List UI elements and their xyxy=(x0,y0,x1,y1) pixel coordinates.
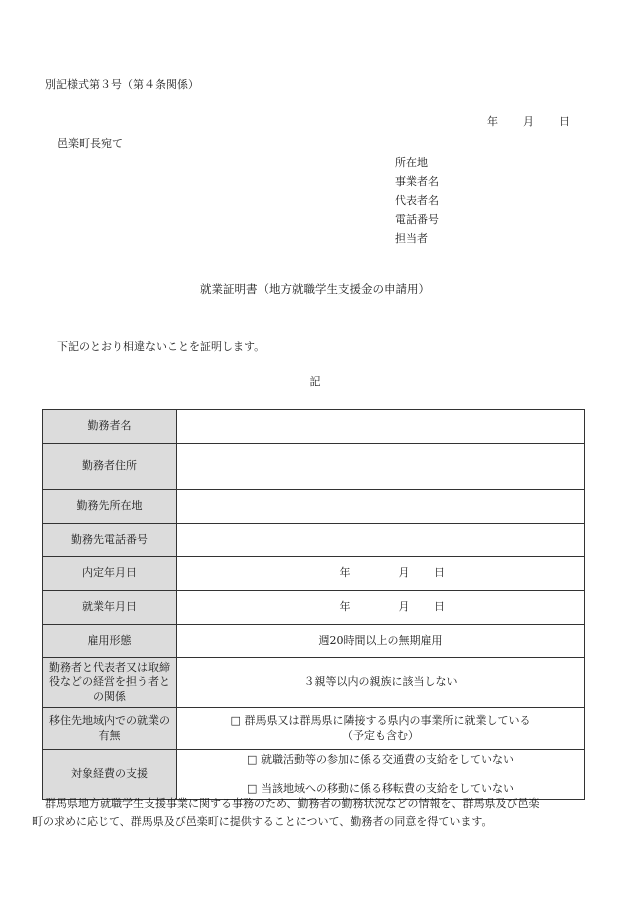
table-row xyxy=(43,708,585,750)
table-row xyxy=(43,490,585,524)
applicant-phone-label: 電話番号 xyxy=(395,213,439,226)
workplace-phone-field[interactable] xyxy=(177,524,585,557)
offer-day-unit: 日 xyxy=(434,566,445,580)
workplace-phone-label: 勤務先電話番号 xyxy=(43,524,177,557)
document-title: 就業証明書（地方就職学生支援金の申請用） xyxy=(200,282,430,296)
worker-name-label: 勤務者名 xyxy=(43,410,177,444)
consent-statement xyxy=(32,795,602,831)
employment-month-unit: 月 xyxy=(398,600,410,614)
workplace-address-label: 勤務先所在地 xyxy=(43,490,177,524)
travel-cost-checkbox[interactable]: □ xyxy=(247,753,258,767)
consent-line-2: 町の求めに応じて、群馬県及び邑楽町に提供することについて、勤務者の同意を得ています。 xyxy=(32,815,493,828)
migration-checkbox[interactable]: □ xyxy=(230,714,241,728)
relocation-cost-checkbox[interactable]: □ xyxy=(247,781,258,795)
consent-line-1: 群馬県地方就職学生支援事業に関する事務のため、勤務者の勤務状況などの情報を、群馬県及び邑楽 xyxy=(45,797,540,810)
applicant-fields xyxy=(395,153,439,248)
travel-cost-text: 就職活動等の参加に係る交通費の支給をしていない xyxy=(260,753,514,767)
applicant-contact-label: 担当者 xyxy=(395,232,428,245)
offer-month-unit: 月 xyxy=(398,566,410,580)
applicant-representative-label: 代表者名 xyxy=(395,194,439,207)
offer-date-field[interactable] xyxy=(177,557,585,591)
applicant-company-label: 事業者名 xyxy=(395,175,439,188)
addressee: 邑楽町長宛て xyxy=(57,137,123,150)
employment-type-value: 週20時間以上の無期雇用 xyxy=(177,625,585,658)
migration-text: 群馬県又は群馬県に隣接する県内の事業所に就業している xyxy=(244,714,531,728)
migration-label: 移住先地域内での就業の有無 xyxy=(43,708,177,750)
ki-mark: 記 xyxy=(309,375,321,388)
table-row xyxy=(43,625,585,658)
relation-value: ３親等以内の親族に該当しない xyxy=(177,658,585,708)
support-label: 対象経費の支援 xyxy=(43,750,177,800)
employment-date-label: 就業年月日 xyxy=(43,591,177,625)
date-year: 年 xyxy=(487,115,498,128)
offer-date-label: 内定年月日 xyxy=(43,557,177,591)
table-row xyxy=(43,658,585,708)
worker-address-field[interactable] xyxy=(177,444,585,490)
migration-value xyxy=(177,708,585,750)
employment-type-label: 雇用形態 xyxy=(43,625,177,658)
workplace-address-field[interactable] xyxy=(177,490,585,524)
table-row xyxy=(43,444,585,490)
date-month: 月 xyxy=(523,115,534,128)
form-number: 別記様式第３号（第４条関係） xyxy=(45,78,199,91)
relocation-cost-text: 当該地域への移動に係る移転費の支給をしていない xyxy=(260,781,514,795)
employment-year-unit: 年 xyxy=(339,600,351,614)
employment-date-field[interactable] xyxy=(177,591,585,625)
offer-year-unit: 年 xyxy=(339,566,351,580)
applicant-location-label: 所在地 xyxy=(395,156,428,169)
relation-label: 勤務者と代表者又は取締役などの経営を担う者との関係 xyxy=(43,658,177,708)
worker-address-label: 勤務者住所 xyxy=(43,444,177,490)
table-row xyxy=(43,524,585,557)
table-row xyxy=(43,750,585,800)
date-day: 日 xyxy=(559,115,570,128)
worker-name-field[interactable] xyxy=(177,410,585,444)
employment-day-unit: 日 xyxy=(434,600,445,614)
date-header xyxy=(487,116,570,127)
support-value xyxy=(177,750,585,800)
table-row xyxy=(43,557,585,591)
table-row xyxy=(43,591,585,625)
table-row xyxy=(43,410,585,444)
certificate-table xyxy=(42,409,585,800)
certification-statement: 下記のとおり相違ないことを証明します。 xyxy=(57,340,266,353)
migration-note: （予定も含む） xyxy=(342,728,419,742)
